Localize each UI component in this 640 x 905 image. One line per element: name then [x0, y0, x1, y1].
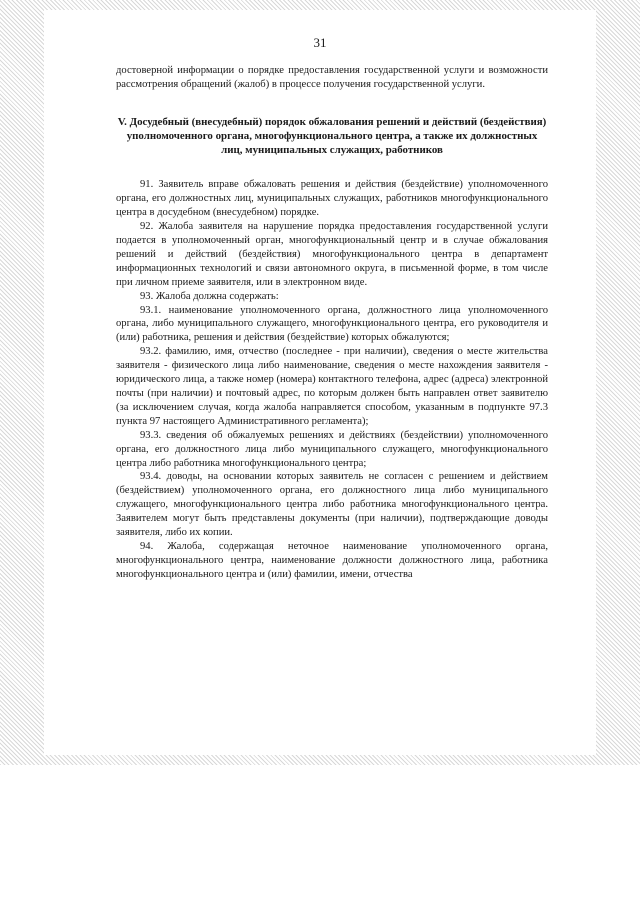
- section-heading: V. Досудебный (внесудебный) порядок обжалования решений и действий (бездействия) уполномоченного органа, многофункционального центра, а также их должностных лиц, муниципальных служащих, работников: [117, 115, 547, 157]
- paragraph-93: 93. Жалоба должна содержать:: [140, 290, 279, 302]
- document-body: [116, 64, 548, 582]
- paragraph-93-2: 93.2. фамилию, имя, отчество (последнее - при наличии), сведения о месте жительства заявителя - физического лица либо наименование, сведения о месте нахождения заявителя - юридического лица, а также номер (номера) контактного телефона, адрес (адреса) электронной почты (при наличии) и почтовый адрес, по которым должен быть направлен ответ заявителю (за исключением случая, когда жалоба направляется способом, указанным в подпункте 97.3 пункта 97 настоящего Административного регламента);: [116, 346, 548, 427]
- paragraph-93-4: 93.4. доводы, на основании которых заявитель не согласен с решением и действием (бездействием) уполномоченного органа, его должностного лица либо муниципального служащего, многофункционального центра либо работника многофункционального центра. Заявителем могут быть представлены документы (при наличии), подтверждающие доводы заявителя, либо их копии.: [116, 471, 548, 539]
- paragraph-94: 94. Жалоба, содержащая неточное наименование уполномоченного органа, многофункционального центра, наименование должности должностного лица, работника многофункционального центра и (или) фамилии, имени, отчества: [116, 540, 548, 580]
- paragraph-91: 91. Заявитель вправе обжаловать решения и действия (бездействие) уполномоченного органа, его должностных лиц, муниципальных служащих, работников многофункционального центра в досудебном (внесудебном) порядке.: [116, 179, 548, 219]
- paragraph-92: 92. Жалоба заявителя на нарушение порядка предоставления государственной услуги подается в уполномоченный орган, многофункциональный центр и в случае обжалования решений и действий (бездействия) многофункционального центра в департамент информационных технологий и связи автономного округа, в письменной форме, в том числе при личном приеме заявителя, или в электронном виде.: [116, 221, 548, 288]
- page-number: 31: [313, 35, 327, 50]
- intro-paragraph: достоверной информации о порядке предоставления государственной услуги и возможности рассмотрения обращений (жалоб) в процессе получения государственной услуги.: [116, 65, 548, 90]
- paragraph-93-1: 93.1. наименование уполномоченного органа, должностного лица уполномоченного органа, либо муниципального служащего, многофункционального центра, его руководителя и (или) работника, решения и действия (бездействие) которых обжалуются;: [116, 304, 548, 344]
- paragraph-93-3: 93.3. сведения об обжалуемых решениях и действиях (бездействии) уполномоченного органа, его должностного лица либо муниципального служащего, многофункционального центра либо работника многофункционального центра;: [116, 429, 548, 469]
